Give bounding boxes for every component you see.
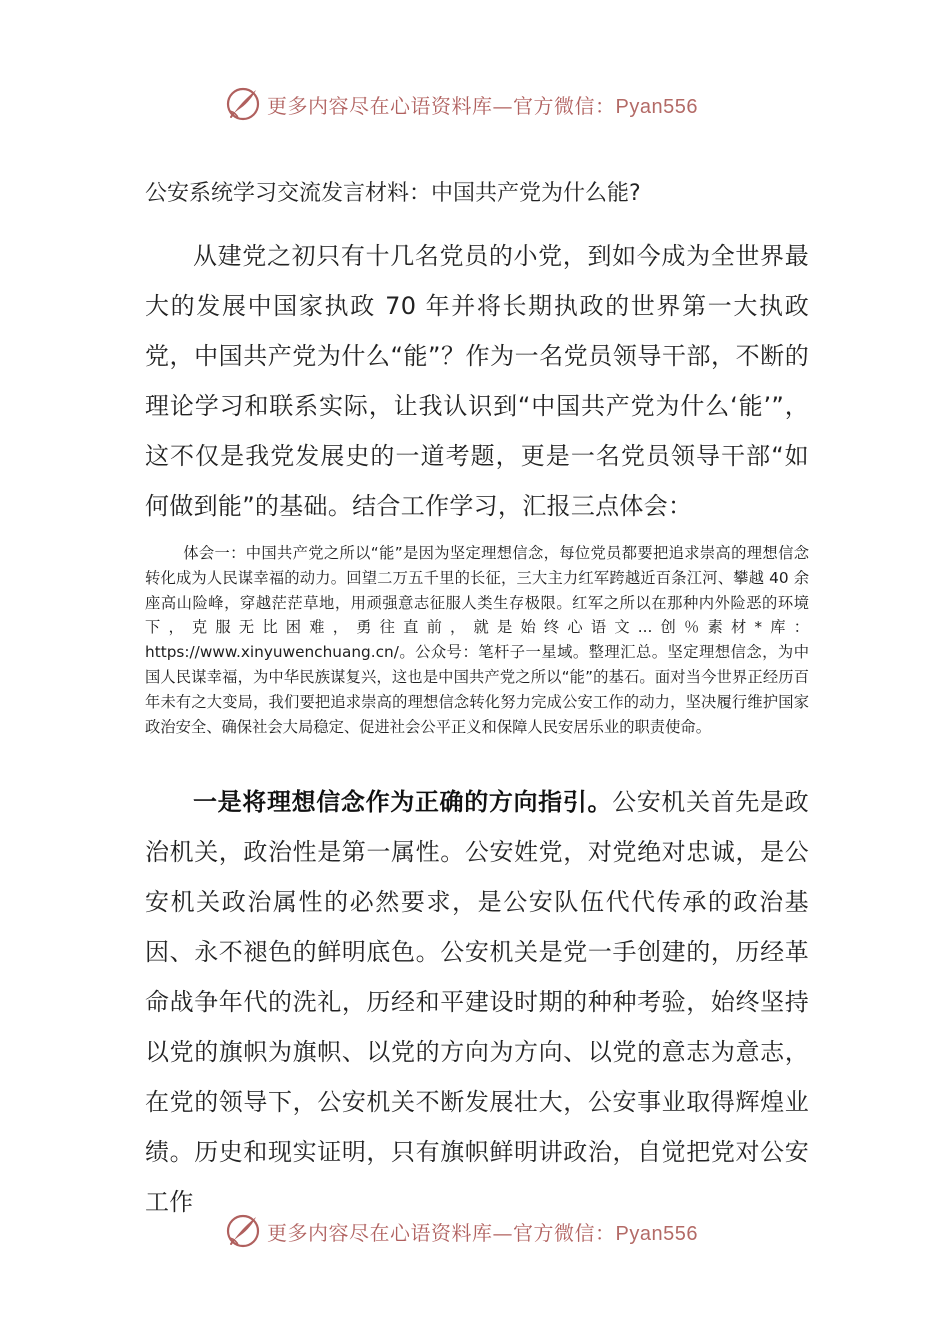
watermark-text: 更多内容尽在心语资料库—官方微信：Pyan556: [267, 93, 698, 118]
watermark-text: 更多内容尽在心语资料库—官方微信：Pyan556: [267, 1220, 698, 1245]
wechat-id: Pyan556: [615, 95, 698, 118]
quill-pen-logo-icon: [225, 1213, 261, 1249]
quill-pen-logo-icon: [225, 86, 261, 122]
document-title: 公安系统学习交流发言材料：中国共产党为什么能?: [145, 181, 641, 206]
wechat-id: Pyan556: [615, 1222, 698, 1245]
header-watermark: [225, 84, 698, 124]
section-paragraph: [145, 777, 809, 1227]
section-heading: 一是将理想信念作为正确的方向指引。: [193, 788, 613, 816]
section-body: 公安机关首先是政治机关，政治性是第一属性。公安姓党，对党绝对忠诚，是公安机关政治属性的必然要求，是公安队伍代代传承的政治基因、永不褪色的鲜明底色。公安机关是党一手创建的，历经革命战争年代的洗礼，历经和平建设时期的种种考验，始终坚持以党的旗帜为旗帜、以党的方向为方向、以党的意志为意志，在党的领导下，公安机关不断发展壮大，公安事业取得辉煌业绩。历史和现实证明，只有旗帜鲜明讲政治，自觉把党对公安工作: [145, 788, 809, 1216]
intro-paragraph: 从建党之初只有十几名党员的小党，到如今成为全世界最大的发展中国家执政 70 年并将长期执政的世界第一大执政党，中国共产党为什么“能”？作为一名党员领导干部，不断的理论学习和联系实际，让我认识到“中国共产党为什么‘能’”，这不仅是我党发展史的一道考题，更是一名党员领导干部“如何做到能”的基础。结合工作学习，汇报三点体会：: [145, 242, 809, 520]
footer-watermark: [225, 1211, 698, 1251]
insight-paragraph: 体会一：中国共产党之所以“能”是因为坚定理想信念，每位党员都要把追求崇高的理想信念转化成为人民谋幸福的动力。回望二万五千里的长征，三大主力红军跨越近百条江河、攀越 40 余座高山险峰，穿越茫茫草地，用顽强意志征服人类生存极限。红军之所以在那种内外险恶的环境下，克服无比困难，勇往直前，就是始终心语文...创％素材*库：https://www.xinyuwenchuang.cn/。公众号：笔杆子一星域。整理汇总。坚定理想信念，为中国人民谋幸福，为中华民族谋复兴，这也是中国共产党之所以“能”的基石。面对当今世界正经历百年未有之大变局，我们要把追求崇高的理想信念转化努力完成公安工作的动力，坚决履行维护国家政治安全、确保社会大局稳定、促进社会公平正义和保障人民安居乐业的职责使命。: [145, 544, 809, 736]
